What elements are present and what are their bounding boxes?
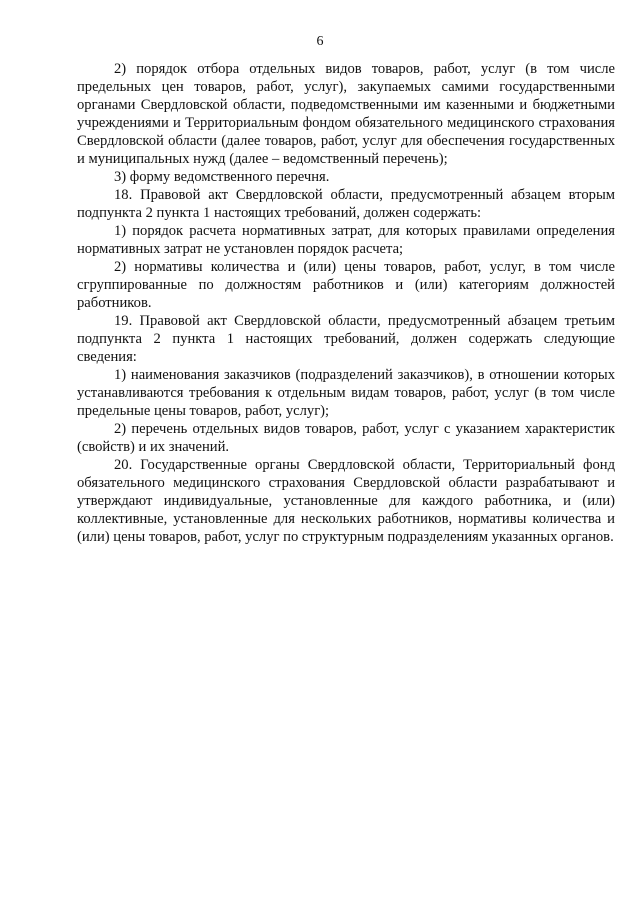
paragraph-item-19-1: 1) наименования заказчиков (подразделений заказчиков), в отношении которых устанавливаются требования к отдельным видам товаров, работ, услуг (в том числе предельные цены товаров, работ, услуг);	[77, 367, 615, 419]
paragraph-item-18-1: 1) порядок расчета нормативных затрат, для которых правилами определения нормативных затрат не установлен порядок расчета;	[77, 223, 615, 257]
paragraph-item-19: 19. Правовой акт Свердловской области, предусмотренный абзацем третьим подпункта 2 пункта 1 настоящих требований, должен содержать следующие сведения:	[77, 313, 615, 365]
paragraph-item-19-2: 2) перечень отдельных видов товаров, работ, услуг с указанием характеристик (свойств) и их значений.	[77, 421, 615, 455]
paragraph-item-20: 20. Государственные органы Свердловской области, Территориальный фонд обязательного медицинского страхования Свердловской области разрабатывают и утверждают индивидуальные, установленные для каждого работника, и (или) коллективные, установленные для нескольких работников, нормативы количества и (или) цены товаров, работ, услуг по структурным подразделениям указанных органов.	[77, 457, 615, 545]
paragraph-list-form: 3) форму ведомственного перечня.	[114, 169, 330, 185]
paragraph-ordering-procedure: 2) порядок отбора отдельных видов товаров, работ, услуг (в том числе предельных цен товаров, работ, услуг), закупаемых самими государственными органами Свердловской области, подведомственными им казенными и бюджетными учреждениями и Территориальным фондом обязательного медицинского страхования Свердловской области (далее товаров, работ, услуг для обеспечения государственных и муниципальных нужд (далее – ведомственный перечень);	[77, 61, 615, 167]
paragraph-item-18-2: 2) нормативы количества и (или) цены товаров, работ, услуг, в том числе сгруппированные по должностям работников и (или) категориям должностей работников.	[77, 259, 615, 311]
page-number: 6	[316, 34, 324, 49]
paragraph-item-18: 18. Правовой акт Свердловской области, предусмотренный абзацем вторым подпункта 2 пункта 1 настоящих требований, должен содержать:	[77, 187, 615, 221]
document-body	[77, 60, 615, 546]
